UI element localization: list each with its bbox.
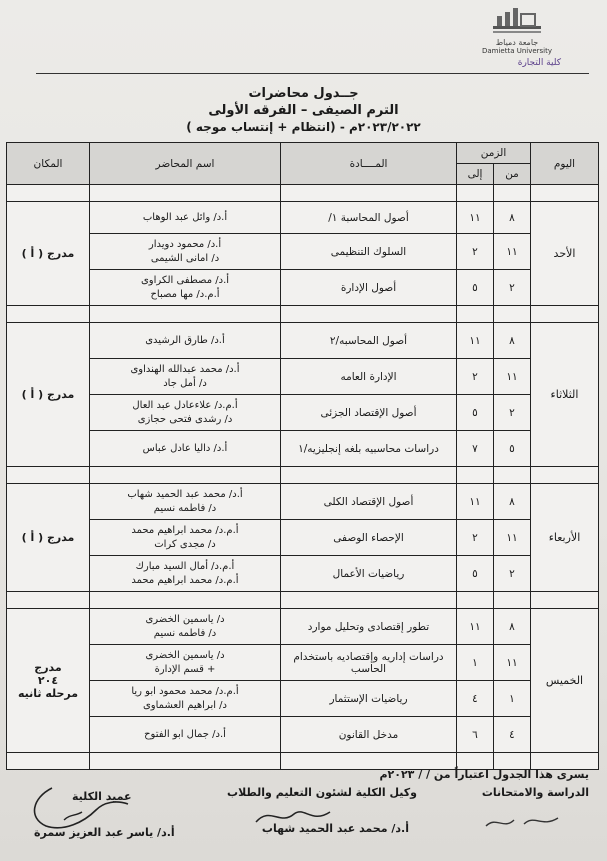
separator-cell	[494, 467, 531, 484]
lecturer-name: د/ ياسمين الخضرى	[145, 649, 225, 661]
subject-cell: رياضيات الأعمال	[281, 556, 457, 592]
separator-cell	[281, 753, 457, 770]
time-from-cell: ٨	[494, 609, 531, 645]
time-from-cell: ١١	[494, 520, 531, 556]
separator-cell	[494, 185, 531, 202]
day-separator	[7, 753, 599, 770]
header-subject: المــــادة	[281, 143, 457, 185]
day-cell: الخميس	[531, 609, 599, 753]
time-to-cell: ٥	[457, 556, 494, 592]
lecturer-cell	[90, 645, 281, 681]
separator-cell	[281, 592, 457, 609]
time-to-cell: ٥	[457, 270, 494, 306]
table-row	[7, 556, 599, 592]
time-from-cell: ٢	[494, 556, 531, 592]
header-day: اليوم	[531, 143, 599, 185]
vice-dean-name: أ.د/ محمد عبد الحميد شهاب	[261, 822, 409, 835]
time-from-cell: ٨	[494, 323, 531, 359]
separator-cell	[7, 592, 90, 609]
subject-cell: أصول المحاسبه/٢	[281, 323, 457, 359]
lecturer-cell	[90, 556, 281, 592]
table-row	[7, 270, 599, 306]
table-row	[7, 359, 599, 395]
subject-cell: تطور إقتصادى وتحليل موارد	[281, 609, 457, 645]
subject-cell: السلوك التنظيمى	[281, 234, 457, 270]
time-to-cell: ١١	[457, 202, 494, 234]
schedule-title: جــدول محاضرات	[248, 86, 359, 101]
lecturer-name: د/ أمل جاد	[163, 377, 207, 389]
time-to-cell: ١١	[457, 609, 494, 645]
separator-cell	[90, 185, 281, 202]
time-to-cell: ٥	[457, 395, 494, 431]
lecturer-cell	[90, 520, 281, 556]
year-title: ٢٠٢٣/٢٠٢٢م - (انتظام + إنتساب موجه )	[186, 120, 421, 134]
table-row	[7, 323, 599, 359]
lecturer-cell	[90, 202, 281, 234]
lecturer-name: أ.د/ محمود دويدار	[148, 238, 222, 250]
lecturer-name: أ.د/ محمد عبدالله الهنداوى	[130, 363, 240, 375]
subject-cell: دراسات إداريه وإقتصاديه باستخدام الحاسب	[281, 645, 457, 681]
header-to: إلى	[457, 164, 494, 185]
separator-cell	[494, 306, 531, 323]
day-separator	[7, 185, 599, 202]
place-cell: مدرج ( أ )	[7, 323, 90, 467]
header-divider	[36, 73, 589, 74]
lecturer-cell	[90, 484, 281, 520]
separator-cell	[531, 467, 599, 484]
separator-cell	[90, 306, 281, 323]
subject-cell: الإدارة العامه	[281, 359, 457, 395]
faculty-name: كلية التجارة	[517, 58, 561, 68]
lecturer-cell	[90, 717, 281, 753]
lecturer-name: + قسم الإدارة	[154, 663, 216, 675]
separator-cell	[90, 753, 281, 770]
dept-title: الدراسة والامتحانات	[481, 786, 589, 799]
lecturer-name: أ.د/ مصطفى الكراوى	[140, 274, 230, 286]
table-row	[7, 520, 599, 556]
dean-name: أ.د/ ياسر عبد العزيز سمرة	[34, 826, 175, 839]
table-row	[7, 431, 599, 467]
separator-cell	[457, 592, 494, 609]
time-to-cell: ٢	[457, 359, 494, 395]
lecturer-cell	[90, 359, 281, 395]
place-cell: مدرج ( أ )	[7, 484, 90, 592]
lecturer-name: أ.م.د/ مها مصباح	[150, 288, 220, 300]
subject-cell: دراسات محاسبيه بلغه إنجليزيه/١	[281, 431, 457, 467]
separator-cell	[494, 592, 531, 609]
day-cell: الأحد	[531, 202, 599, 306]
university-name-ar: جامعة دمياط	[495, 38, 539, 47]
lecturer-name: أ.م.د/ علاءعادل عبد العال	[132, 399, 238, 411]
separator-cell	[281, 306, 457, 323]
lecturer-cell	[90, 431, 281, 467]
schedule-titles	[0, 86, 607, 134]
lecturer-name: د/ فاطمه نسيم	[153, 502, 217, 514]
time-from-cell: ١١	[494, 234, 531, 270]
time-from-cell: ١١	[494, 645, 531, 681]
time-from-cell: ١	[494, 681, 531, 717]
lecturer-name: أ.م.د/ محمد محمود ابو ريا	[131, 685, 239, 697]
dean-signature	[24, 770, 154, 836]
separator-cell	[281, 467, 457, 484]
time-to-cell: ١	[457, 645, 494, 681]
lecturer-name: د/ امانى الشيمى	[150, 252, 220, 264]
table-row	[7, 645, 599, 681]
university-logo	[457, 6, 577, 55]
time-from-cell: ١١	[494, 359, 531, 395]
lecturer-name: أ.م.د/ محمد ابراهيم محمد	[131, 524, 239, 536]
time-to-cell: ٤	[457, 681, 494, 717]
separator-cell	[457, 306, 494, 323]
time-from-cell: ٢	[494, 395, 531, 431]
lecturer-name: أ.د/ جمال ابو الفتوح	[144, 728, 226, 740]
separator-cell	[281, 185, 457, 202]
day-separator	[7, 467, 599, 484]
lecturer-name: أ.د/ طارق الرشيدى	[145, 334, 225, 346]
header-from: من	[494, 164, 531, 185]
subject-cell: أصول الإدارة	[281, 270, 457, 306]
place-cell: مدرج ( أ )	[7, 202, 90, 306]
separator-cell	[7, 185, 90, 202]
table-row	[7, 609, 599, 645]
time-to-cell: ٦	[457, 717, 494, 753]
lecturer-name: د/ ابراهيم العشماوى	[142, 699, 228, 711]
vice-dean-title: وكيل الكلية لشئون التعليم والطلاب	[227, 786, 417, 799]
time-from-cell: ٢	[494, 270, 531, 306]
time-to-cell: ٢	[457, 520, 494, 556]
lecturer-cell	[90, 234, 281, 270]
term-title: الترم الصيفى – الفرقه الأولى	[208, 103, 399, 118]
lecturer-name: د/ رشدى فتحى حجازى	[137, 413, 233, 425]
lecturer-cell	[90, 395, 281, 431]
dean-title: عميد الكلية	[72, 790, 132, 803]
time-from-cell: ٥	[494, 431, 531, 467]
time-to-cell: ١١	[457, 484, 494, 520]
table-row	[7, 717, 599, 753]
day-cell: الثلاثاء	[531, 323, 599, 467]
separator-cell	[457, 185, 494, 202]
lecturer-cell	[90, 270, 281, 306]
day-separator	[7, 306, 599, 323]
separator-cell	[7, 753, 90, 770]
lecturer-cell	[90, 609, 281, 645]
time-to-cell: ٧	[457, 431, 494, 467]
table-row	[7, 234, 599, 270]
time-from-cell: ٨	[494, 202, 531, 234]
lecturer-name: أ.م.د/ محمد ابراهيم محمد	[131, 574, 239, 586]
separator-cell	[531, 592, 599, 609]
schedule-table	[6, 142, 599, 770]
separator-cell	[7, 306, 90, 323]
day-cell: الأربعاء	[531, 484, 599, 592]
time-to-cell: ١١	[457, 323, 494, 359]
table-row	[7, 202, 599, 234]
subject-cell: أصول الإقتصاد الجزئى	[281, 395, 457, 431]
separator-cell	[7, 467, 90, 484]
table-row	[7, 395, 599, 431]
header-lecturer: اسم المحاضر	[90, 143, 281, 185]
vice-dean-signature	[250, 800, 340, 832]
lecturer-name: أ.د/ داليا عادل عباس	[142, 442, 228, 454]
header-time: الزمن	[457, 143, 531, 164]
place-cell: مدرج ٢٠٤ مرحله ثانيه	[7, 609, 90, 753]
lecturer-name: أ.د/ وائل عبد الوهاب	[142, 211, 228, 223]
time-to-cell: ٢	[457, 234, 494, 270]
table-row	[7, 484, 599, 520]
university-name-en: Damietta University	[481, 47, 553, 55]
university-emblem-icon	[487, 6, 547, 38]
validity-note: يسرى هذا الجدول اعتباراً من / / ٢٠٢٣م	[379, 768, 589, 781]
subject-cell: الإحصاء الوصفى	[281, 520, 457, 556]
subject-cell: رياضيات الإستثمار	[281, 681, 457, 717]
separator-cell	[531, 185, 599, 202]
separator-cell	[90, 592, 281, 609]
lecturer-name: د/ ياسمين الخضرى	[145, 613, 225, 625]
separator-cell	[457, 467, 494, 484]
table-row	[7, 681, 599, 717]
day-separator	[7, 592, 599, 609]
separator-cell	[457, 753, 494, 770]
schedule-body	[7, 185, 599, 770]
header-place: المكان	[7, 143, 90, 185]
lecturer-name: أ.د/ محمد عبد الحميد شهاب	[127, 488, 243, 500]
separator-cell	[494, 753, 531, 770]
lecturer-name: د/ فاطمه نسيم	[153, 627, 217, 639]
lecturer-name: د/ مجدى كرات	[154, 538, 216, 550]
time-from-cell: ٨	[494, 484, 531, 520]
lecturer-cell	[90, 323, 281, 359]
subject-cell: مدخل القانون	[281, 717, 457, 753]
lecturer-name: أ.م.د/ أمال السيد مبارك	[135, 560, 235, 572]
lecturer-cell	[90, 681, 281, 717]
separator-cell	[531, 306, 599, 323]
subject-cell: أصول الإقتصاد الكلى	[281, 484, 457, 520]
separator-cell	[90, 467, 281, 484]
dept-signature	[478, 808, 568, 836]
subject-cell: أصول المحاسبة ١/	[281, 202, 457, 234]
separator-cell	[531, 753, 599, 770]
time-from-cell: ٤	[494, 717, 531, 753]
